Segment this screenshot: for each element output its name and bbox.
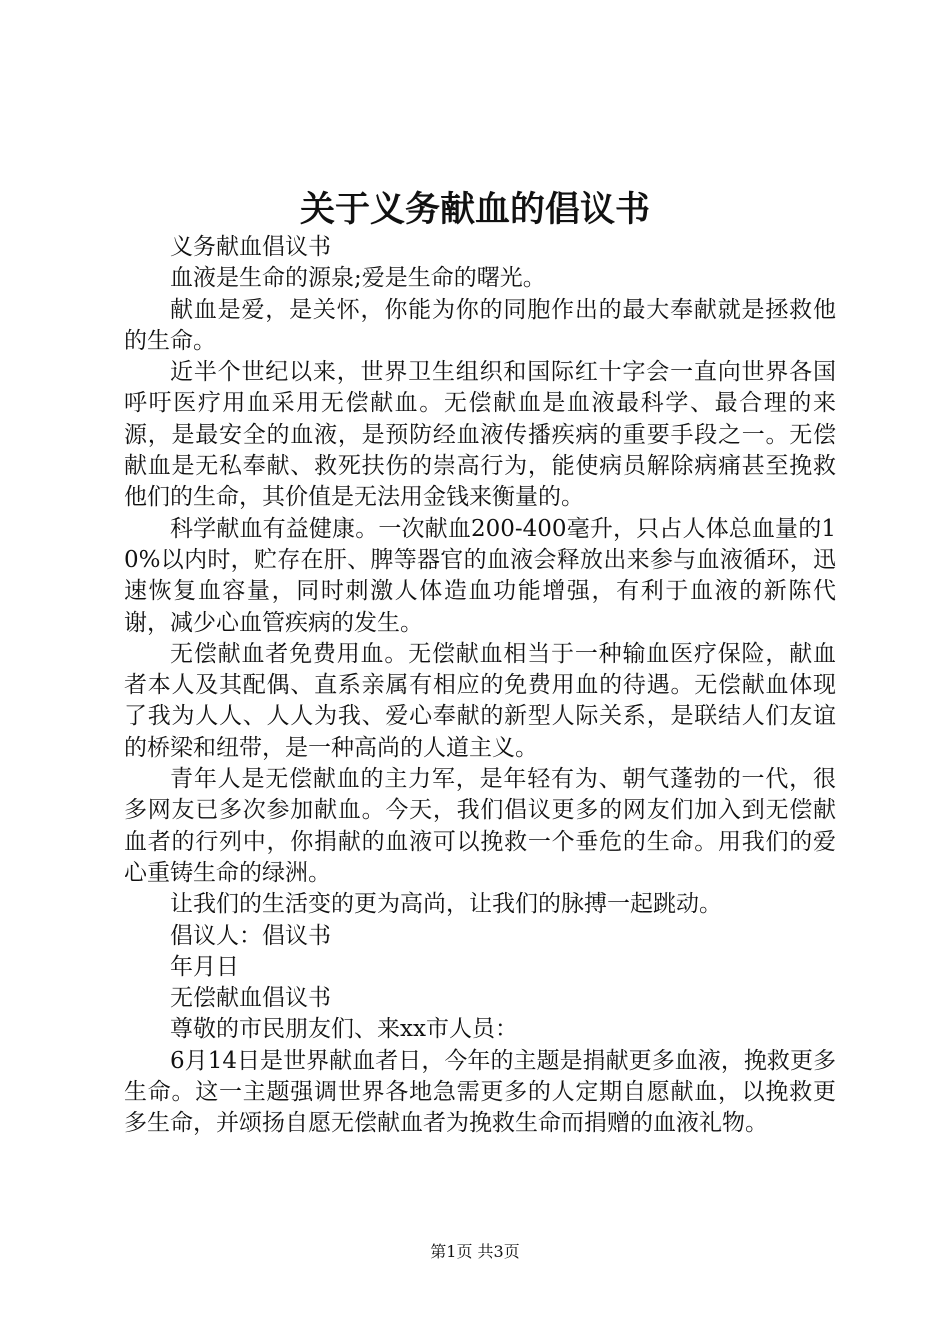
paragraph: 献血是爱，是关怀，你能为你的同胞作出的最大奉献就是拯救他的生命。: [124, 296, 836, 354]
document-title: 关于义务献血的倡议书: [299, 189, 650, 230]
paragraph: 年月日: [170, 953, 239, 980]
paragraph: 科学献血有益健康。一次献血200-400毫升，只占人体总血量的10%以内时，贮存在肝、脾等器官的血液会释放出来参与血液循环，迅速恢复血容量，同时刺激人体造血功能增强，有利于血液的新陈代谢，减少心血管疾病的发生。: [124, 515, 836, 636]
paragraph: 无偿献血者免费用血。无偿献血相当于一种输血医疗保险，献血者本人及其配偶、直系亲属有相应的免费用血的待遇。无偿献血体现了我为人人、人人为我、爱心奉献的新型人际关系，是联结人们友谊的桥梁和纽带，是一种高尚的人道主义。: [124, 640, 836, 761]
paragraph: 无偿献血倡议书: [170, 985, 331, 1012]
paragraph: 6月14日是世界献血者日，今年的主题是捐献更多血液，挽救更多生命。这一主题强调世界各地急需更多的人定期自愿献血，以挽救更多生命，并颂扬自愿无偿献血者为挽救生命而捐赠的血液礼物。: [124, 1047, 836, 1137]
document-body: [124, 232, 836, 1140]
paragraph: 倡议人：倡议书: [170, 922, 331, 949]
page-number-footer: 第1页 共3页: [430, 1242, 520, 1261]
paragraph: 血液是生命的源泉;爱是生命的曙光。: [170, 265, 546, 292]
paragraph: 尊敬的市民朋友们、来xx市人员：: [170, 1016, 518, 1043]
paragraph: 青年人是无偿献血的主力军，是年轻有为、朝气蓬勃的一代，很多网友已多次参加献血。今天，我们倡议更多的网友们加入到无偿献血者的行列中，你捐献的血液可以挽救一个垂危的生命。用我们的爱心重铸生命的绿洲。: [124, 766, 836, 886]
paragraph: 近半个世纪以来，世界卫生组织和国际红十字会一直向世界各国呼吁医疗用血采用无偿献血。无偿献血是血液最科学、最合理的来源，是最安全的血液，是预防经血液传播疾病的重要手段之一。无偿献血是无私奉献、救死扶伤的崇高行为，能使病员解除病痛甚至挽救他们的生命，其价值是无法用金钱来衡量的。: [124, 359, 836, 511]
paragraph: 义务献血倡议书: [170, 234, 331, 260]
paragraph: 让我们的生活变的更为高尚，让我们的脉搏一起跳动。: [170, 891, 722, 918]
